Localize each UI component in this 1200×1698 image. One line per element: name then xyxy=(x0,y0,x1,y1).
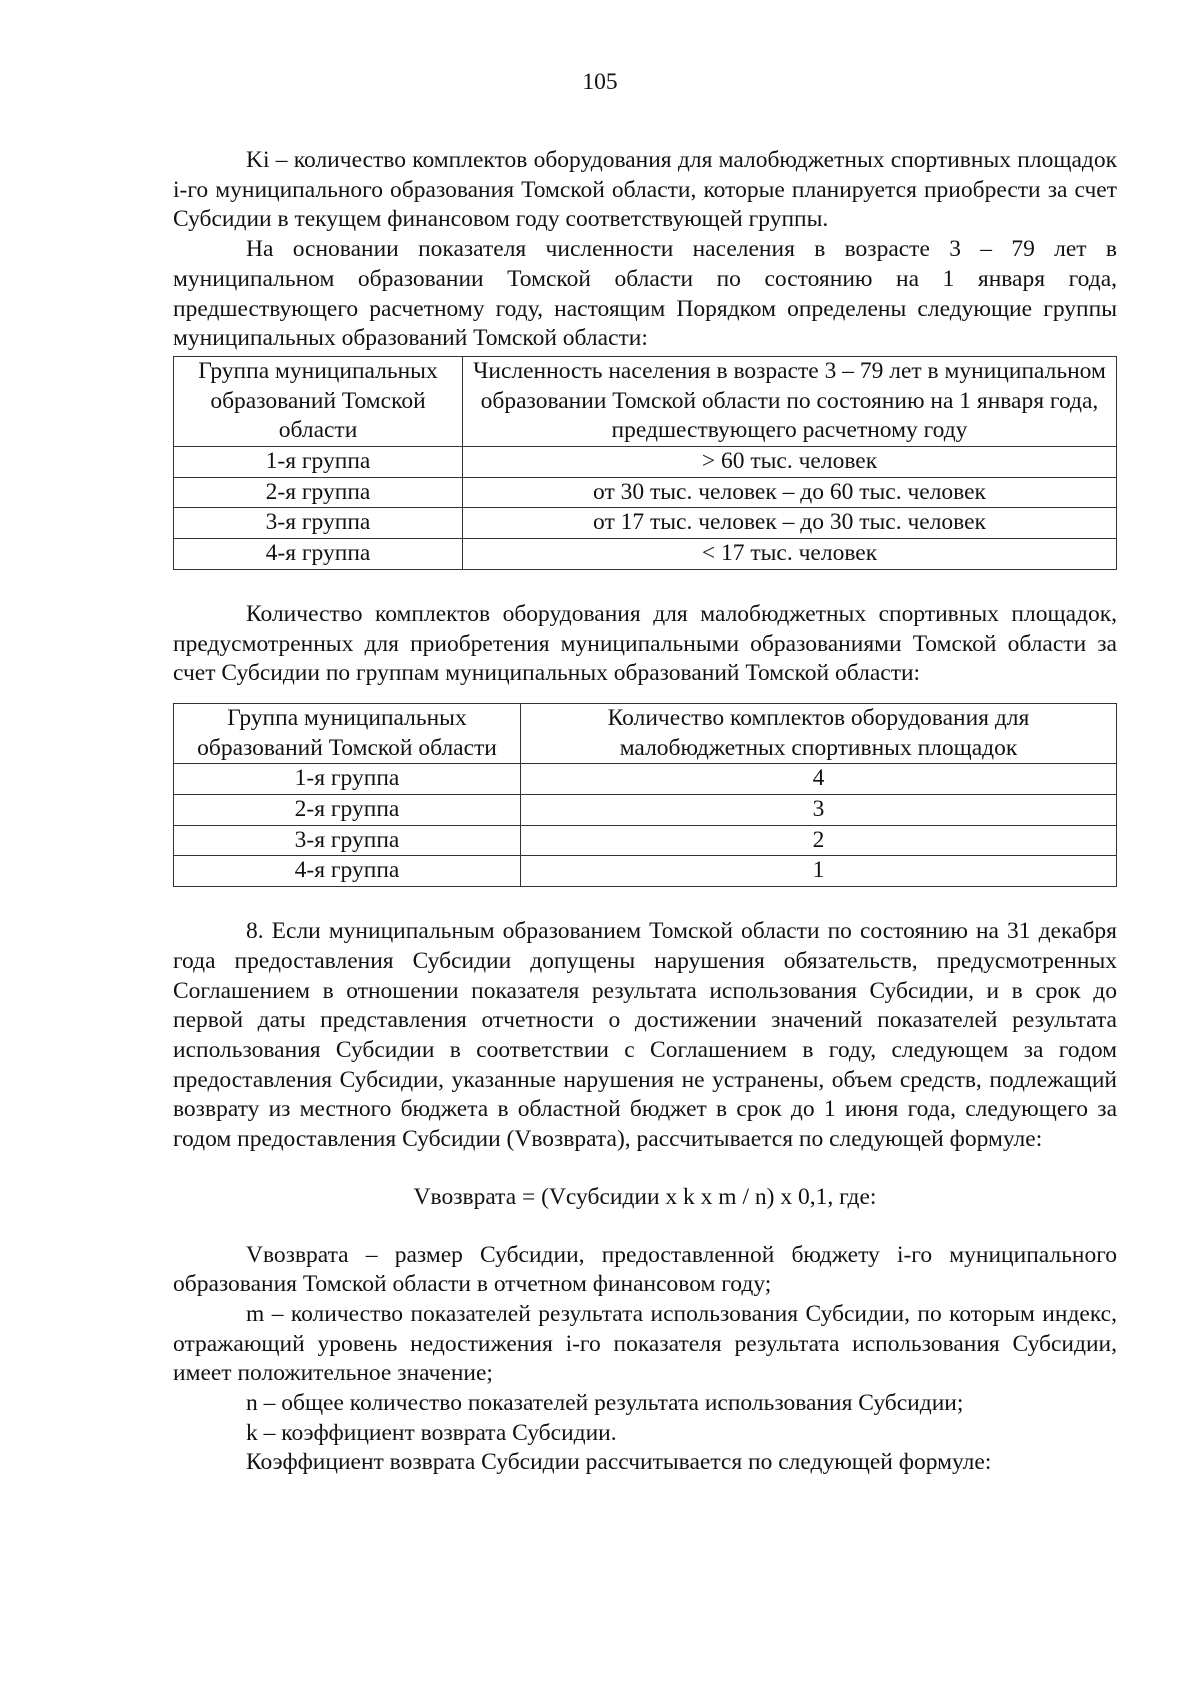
equipment-sets-table xyxy=(173,703,1117,887)
paragraph-coefficient-formula-intro: Коэффициент возврата Субсидии рассчитывается по следующей формуле: xyxy=(246,1449,992,1476)
header-cell-group: Группа муниципальных образований Томской области xyxy=(174,356,463,446)
group-cell: 2-я группа xyxy=(174,795,521,826)
document-body xyxy=(173,146,1117,1478)
table-row xyxy=(174,477,1117,508)
header-cell-equipment: Количество комплектов оборудования для малобюджетных спортивных площадок xyxy=(521,703,1117,763)
table-row xyxy=(174,795,1117,826)
group-cell: 4-я группа xyxy=(174,539,463,570)
population-groups-table xyxy=(173,356,1117,570)
table-row xyxy=(174,764,1117,795)
table-row xyxy=(174,856,1117,887)
table-row xyxy=(174,508,1117,539)
population-cell: от 30 тыс. человек – до 60 тыс. человек xyxy=(463,477,1117,508)
return-formula: Vвозврата = (Vсубсидии x k x m / n) x 0,1, где: xyxy=(413,1183,877,1210)
definition-m: m – количество показателей результата использования Субсидии, по которым индекс, отражающий уровень недостижения i-го показателя результата использования Субсидии, имеет положительное значение; xyxy=(173,1300,1117,1387)
equipment-count-cell: 3 xyxy=(521,795,1117,826)
group-cell: 3-я группа xyxy=(174,825,521,856)
group-cell: 1-я группа xyxy=(174,764,521,795)
paragraph-ki-definition: Ki – количество комплектов оборудования для малобюджетных спортивных площадок i-го муниципального образования Томской области, которые планируется приобрести за счет Субсидии в текущем финансовом году соответствующей группы. xyxy=(173,147,1117,233)
definition-v-return: Vвозврата – размер Субсидии, предоставленной бюджету i-го муниципального образования Томской области в отчетном финансовом году; xyxy=(173,1241,1117,1298)
table-header-row xyxy=(174,703,1117,763)
page-number: 105 xyxy=(582,69,618,95)
header-cell-population: Численность населения в возрасте 3 – 79 лет в муниципальном образовании Томской области по состоянию на 1 января года, предшествующего расчетному году xyxy=(463,356,1117,446)
equipment-count-cell: 1 xyxy=(521,856,1117,887)
paragraph-equipment-count: Количество комплектов оборудования для малобюджетных спортивных площадок, предусмотренных для приобретения муниципальными образованиями Томской области за счет Субсидии по группам муниципальных образований Томской области: xyxy=(173,600,1117,687)
population-cell: < 17 тыс. человек xyxy=(463,539,1117,570)
group-cell: 4-я группа xyxy=(174,856,521,887)
equipment-count-cell: 2 xyxy=(521,825,1117,856)
definition-k: k – коэффициент возврата Субсидии. xyxy=(246,1419,617,1446)
spacer xyxy=(173,570,1117,600)
population-cell: от 17 тыс. человек – до 30 тыс. человек xyxy=(463,508,1117,539)
table-row xyxy=(174,539,1117,570)
definition-n: n – общее количество показателей результата использования Субсидии; xyxy=(246,1390,964,1417)
group-cell: 3-я группа xyxy=(174,508,463,539)
group-cell: 1-я группа xyxy=(174,447,463,478)
paragraph-groups-intro: На основании показателя численности населения в возрасте 3 – 79 лет в муниципальном образовании Томской области по состоянию на 1 января года, предшествующего расчетному году, настоящим Порядком определены следующие группы муниципальных образований Томской области: xyxy=(173,236,1117,352)
paragraph-section-8: 8. Если муниципальным образованием Томской области по состоянию на 31 декабря года предоставления Субсидии допущены нарушения обязательств, предусмотренных Соглашением в отношении показателя результата использования Субсидии, и в срок до первой даты представления отчетности о достижении значений показателей результата использования Субсидии в соответствии с Соглашением в году, следующем за годом предоставления Субсидии, указанные нарушения не устранены, объем средств, подлежащий возврату из местного бюджета в областной бюджет в срок до 1 июня года, следующего за годом предоставления Субсидии (Vвозврата), рассчитывается по следующей формуле: xyxy=(173,918,1117,1153)
population-cell: > 60 тыс. человек xyxy=(463,447,1117,478)
equipment-count-cell: 4 xyxy=(521,764,1117,795)
spacer xyxy=(173,887,1117,917)
group-cell: 2-я группа xyxy=(174,477,463,508)
table-header-row xyxy=(174,356,1117,446)
table-row xyxy=(174,447,1117,478)
header-cell-group: Группа муниципальных образований Томской области xyxy=(174,703,521,763)
table-row xyxy=(174,825,1117,856)
